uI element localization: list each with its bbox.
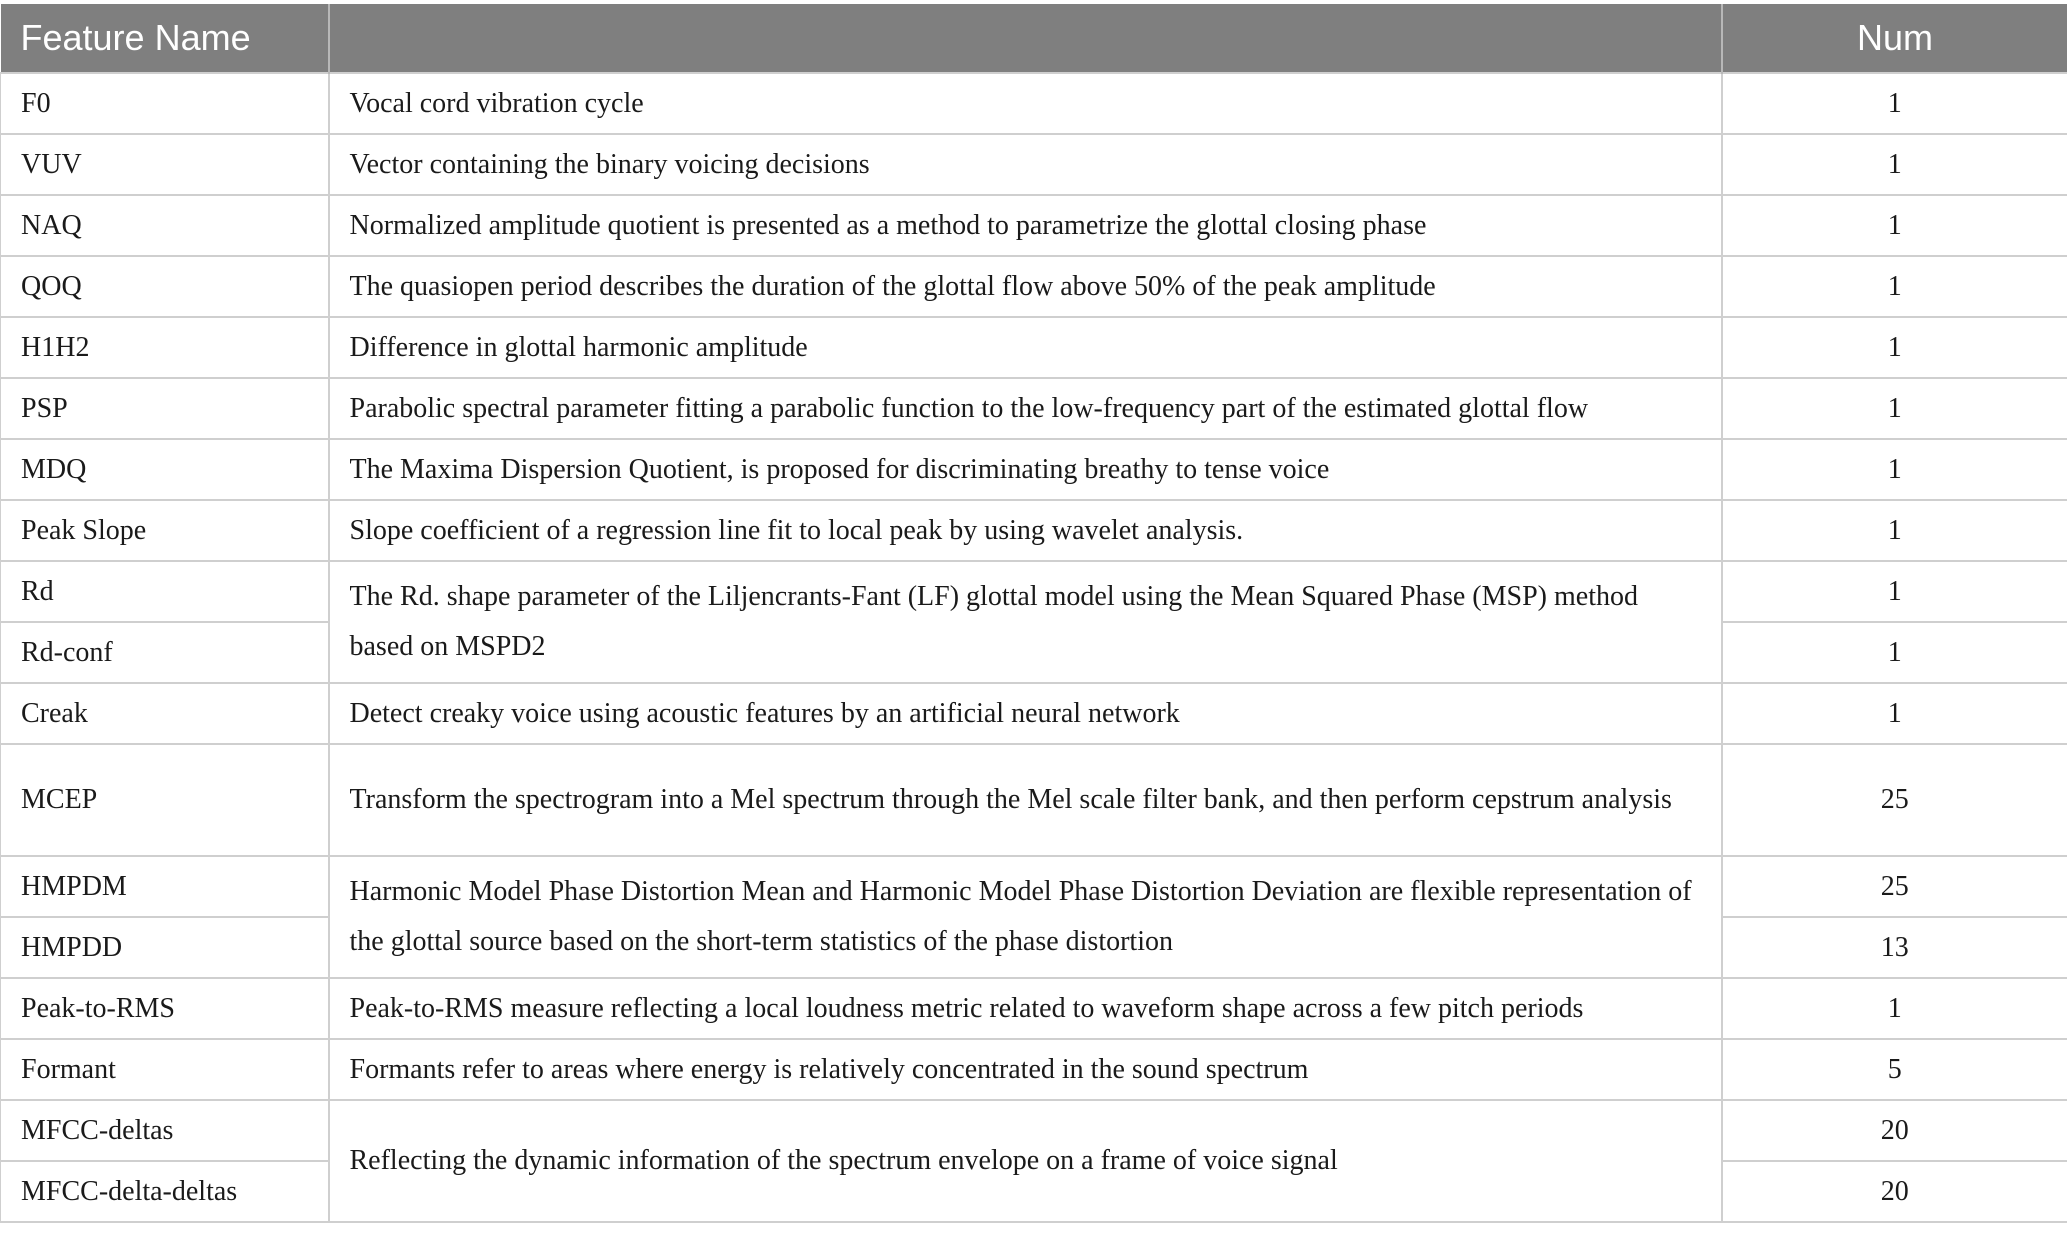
feature-name-cell: MCEP [1,744,329,856]
description-cell: Parabolic spectral parameter fitting a parabolic function to the low-frequency part of the estimated glottal flow [329,378,1722,439]
num-cell: 1 [1722,978,2067,1039]
description-cell: Transform the spectrogram into a Mel spectrum through the Mel scale filter bank, and then perform cepstrum analysis [329,744,1722,856]
feature-name-cell: PSP [1,378,329,439]
description-cell: The quasiopen period describes the duration of the glottal flow above 50% of the peak amplitude [329,256,1722,317]
feature-table [0,4,2067,1223]
num-cell: 1 [1722,622,2067,683]
feature-name-cell: Rd [1,561,329,622]
num-cell: 1 [1722,195,2067,256]
num-cell: 1 [1722,378,2067,439]
description-cell: Vector containing the binary voicing decisions [329,134,1722,195]
num-cell: 1 [1722,134,2067,195]
num-cell: 20 [1722,1100,2067,1161]
table-row [1,1100,2067,1161]
num-cell: 20 [1722,1161,2067,1222]
description-cell: Harmonic Model Phase Distortion Mean and Harmonic Model Phase Distortion Deviation are flexible representation of the glottal source based on the short-term statistics of the phase distortion [329,856,1722,978]
table-row [1,744,2067,856]
num-cell: 1 [1722,256,2067,317]
num-cell: 25 [1722,856,2067,917]
num-cell: 25 [1722,744,2067,856]
feature-name-cell: NAQ [1,195,329,256]
feature-name-cell: Rd-conf [1,622,329,683]
table-row [1,1039,2067,1100]
description-cell: Difference in glottal harmonic amplitude [329,317,1722,378]
header-description [329,4,1722,73]
description-cell: Slope coefficient of a regression line fit to local peak by using wavelet analysis. [329,500,1722,561]
feature-name-cell: Peak-to-RMS [1,978,329,1039]
num-cell: 1 [1722,683,2067,744]
table-row [1,378,2067,439]
num-cell: 13 [1722,917,2067,978]
table-row [1,195,2067,256]
table-row [1,317,2067,378]
header-num: Num [1722,4,2067,73]
description-cell: The Maxima Dispersion Quotient, is proposed for discriminating breathy to tense voice [329,439,1722,500]
table-row [1,856,2067,917]
feature-name-cell: VUV [1,134,329,195]
num-cell: 1 [1722,317,2067,378]
table-row [1,256,2067,317]
table-row [1,134,2067,195]
description-cell: Formants refer to areas where energy is relatively concentrated in the sound spectrum [329,1039,1722,1100]
num-cell: 1 [1722,439,2067,500]
table-row [1,439,2067,500]
table-row [1,561,2067,622]
num-cell: 1 [1722,500,2067,561]
feature-name-cell: Formant [1,1039,329,1100]
feature-name-cell: HMPDD [1,917,329,978]
header-feature-name: Feature Name [1,4,329,73]
feature-name-cell: Creak [1,683,329,744]
description-cell: Reflecting the dynamic information of the spectrum envelope on a frame of voice signal [329,1100,1722,1222]
num-cell: 1 [1722,73,2067,134]
table-row [1,978,2067,1039]
description-cell: Vocal cord vibration cycle [329,73,1722,134]
feature-name-cell: F0 [1,73,329,134]
description-cell: The Rd. shape parameter of the Liljencrants-Fant (LF) glottal model using the Mean Squared Phase (MSP) method based on MSPD2 [329,561,1722,683]
feature-name-cell: QOQ [1,256,329,317]
description-cell: Normalized amplitude quotient is presented as a method to parametrize the glottal closing phase [329,195,1722,256]
feature-name-cell: MFCC-deltas [1,1100,329,1161]
num-cell: 1 [1722,561,2067,622]
description-cell: Detect creaky voice using acoustic features by an artificial neural network [329,683,1722,744]
table-row [1,73,2067,134]
header-row [1,4,2067,73]
feature-name-cell: H1H2 [1,317,329,378]
num-cell: 5 [1722,1039,2067,1100]
feature-name-cell: MFCC-delta-deltas [1,1161,329,1222]
table-row [1,500,2067,561]
feature-name-cell: Peak Slope [1,500,329,561]
feature-name-cell: HMPDM [1,856,329,917]
feature-name-cell: MDQ [1,439,329,500]
description-cell: Peak-to-RMS measure reflecting a local loudness metric related to waveform shape across a few pitch periods [329,978,1722,1039]
table-row [1,683,2067,744]
